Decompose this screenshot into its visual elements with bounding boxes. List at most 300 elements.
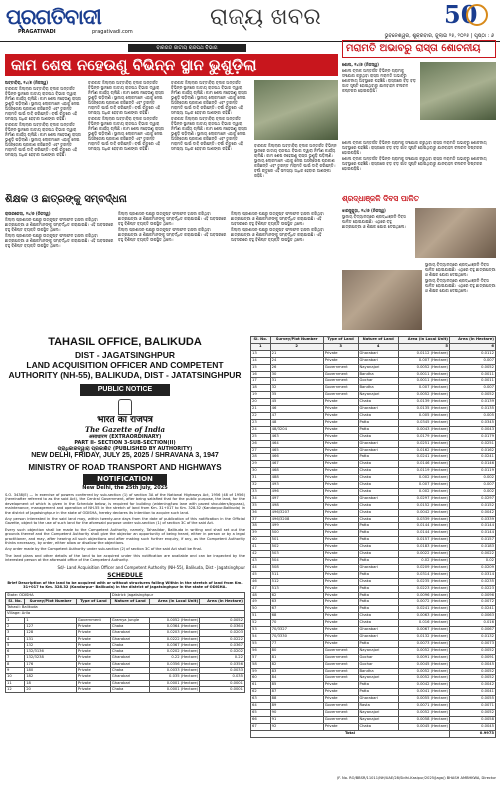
- table-cell-1: 88: [270, 696, 323, 703]
- table-cell-4: 0.0367 (Hectare): [150, 642, 200, 648]
- table-cell-3: Bandha: [358, 385, 398, 392]
- table-cell-4: 0.0112 (Hectare): [398, 350, 449, 357]
- table-cell-2: Private: [323, 488, 358, 495]
- table-cell-5: 0.0339: [450, 516, 496, 523]
- table-cell-2: Private: [323, 406, 358, 413]
- table-row: [251, 530, 496, 537]
- table-cell-4: 0.0241 (Hectare): [398, 606, 449, 613]
- table-cell-3: Patta: [358, 454, 398, 461]
- table-cell-3: Chaka: [358, 723, 398, 730]
- table-cell-0: 56: [251, 647, 271, 654]
- table-cell-2: Private: [323, 585, 358, 592]
- table-cell-1: 45: [270, 399, 323, 406]
- right-col-index-1: 2: [270, 343, 323, 350]
- village-label: Village: Arila: [6, 611, 245, 617]
- story4-body: ଜିଲ୍ଲା ପ୍ରଶାସନ ପକ୍ଷରୁ ଉତ୍କୃଷ୍ଟ ଫଳାଫଳ ହାସଲ କରିଥିବା ଛାତ୍ରଛାତ୍ରୀ ଓ ଶିକ୍ଷକମାନଙ୍କୁ ସମ୍ବର୍ଦ୍ଧିତ କରାଯାଇଛି। ଏହି ଅବସରରେ ବହୁ ବିଶିଷ୍ଟ ବ୍ୟକ୍ତି ଉପସ୍ଥିତ ଥିଲେ।: [5, 217, 114, 232]
- table-cell-2: Government: [323, 378, 358, 385]
- story4-photo[interactable]: [342, 270, 422, 330]
- table-cell-1: 82: [270, 661, 323, 668]
- table-row: [251, 716, 496, 723]
- table-cell-0: 6: [6, 649, 25, 655]
- table-cell-2: Private: [323, 544, 358, 551]
- table-cell-5: 0.0067: [450, 627, 496, 634]
- table-cell-3: Patta: [358, 585, 398, 592]
- table-cell-0: 22: [251, 412, 271, 419]
- table-cell-4: 0.0364 (Hectare): [150, 623, 200, 629]
- table-cell-5: 0.0152: [450, 502, 496, 509]
- story1-body-cont: ବାରଗଡ ଜିଲ୍ଲାର ଅଟ୍ଟାବିରା ବ୍ଲକ ଅନ୍ତର୍ଗତ ବିଭିନ୍ନ ସ୍ଥାନରେ ଜାତୀୟ ରାଜପଥ ବିଭାଗ ଦ୍ୱାରା ନିର୍ମାଣ କାର୍ଯ୍ୟ ଚାଲିଛି। କାମ ଶେଷ ନହେଉଣୁ ରାସ୍ତା ଭୁଶୁଡ଼ି ପଡ଼ିଲାଣି। ସ୍ଥାନୀୟ ଲୋକମାନେ ଏହାକୁ ନେଇ ଅସନ୍ତୋଷ ପ୍ରକାଶ କରିଛନ୍ତି ଏବଂ ତୁରନ୍ତ ମରାମତି ପାଇଁ ଦାବି କରିଛନ୍ତି। ବର୍ଷା ଋତୁରେ ଏହି ସମସ୍ୟା ଅଧିକ ହେବାର ଆଶଙ୍କା ରହିଛି।: [5, 122, 81, 157]
- table-cell-1: 496/3207: [270, 509, 323, 516]
- table-cell-3: Patta: [358, 640, 398, 647]
- table-cell-0: 52: [251, 620, 271, 627]
- table-row: [251, 392, 496, 399]
- table-cell-1: 465: [270, 447, 323, 454]
- table-cell-0: 67: [251, 723, 271, 730]
- table-cell-0: 15: [251, 364, 271, 371]
- table-cell-1: 21: [270, 350, 323, 357]
- story1-body-col2b: ବାରଗଡ ଜିଲ୍ଲାର ଅଟ୍ଟାବିରା ବ୍ଲକ ଅନ୍ତର୍ଗତ ବିଭିନ୍ନ ସ୍ଥାନରେ ଜାତୀୟ ରାଜପଥ ବିଭାଗ ଦ୍ୱାରା ନିର୍ମାଣ କାର୍ଯ୍ୟ ଚାଲିଛି। କାମ ଶେଷ ନହେଉଣୁ ରାସ୍ତା ଭୁଶୁଡ଼ି ପଡ଼ିଲାଣି। ସ୍ଥାନୀୟ ଲୋକମାନେ ଏହାକୁ ନେଇ ଅସନ୍ତୋଷ ପ୍ରକାଶ କରିଛନ୍ତି ଏବଂ ତୁରନ୍ତ ମରାମତି ପାଇଁ ଦାବି କରିଛନ୍ତି। ବର୍ଷା ଋତୁରେ ଏହି ସମସ୍ୟା ଅଧିକ ହେବାର ଆଶଙ୍କା ରହିଛି।: [88, 116, 164, 151]
- table-cell-4: 0.0132 (Hectare): [398, 633, 449, 640]
- table-cell-1: 83: [270, 668, 323, 675]
- table-cell-4: 0.0144 (Hectare): [398, 530, 449, 537]
- story1-body-col3: ବାରଗଡ ଜିଲ୍ଲାର ଅଟ୍ଟାବିରା ବ୍ଲକ ଅନ୍ତର୍ଗତ ବିଭିନ୍ନ ସ୍ଥାନରେ ଜାତୀୟ ରାଜପଥ ବିଭାଗ ଦ୍ୱାରା ନିର୍ମାଣ କାର୍ଯ୍ୟ ଚାଲିଛି। କାମ ଶେଷ ନହେଉଣୁ ରାସ୍ତା ଭୁଶୁଡ଼ି ପଡ଼ିଲାଣି। ସ୍ଥାନୀୟ ଲୋକମାନେ ଏହାକୁ ନେଇ ଅସନ୍ତୋଷ ପ୍ରକାଶ କରିଛନ୍ତି ଏବଂ ତୁରନ୍ତ ମରାମତି ପାଇଁ ଦାବି କରିଛନ୍ତି। ବର୍ଷା ଋତୁରେ ଏହି ସମସ୍ୟା ଅଧିକ ହେବାର ଆଶଙ୍କା ରହିଛି।: [171, 80, 247, 115]
- table-cell-1: 508: [270, 564, 323, 571]
- table-row: [251, 592, 496, 599]
- table-cell-4: 0.0241 (Hectare): [398, 454, 449, 461]
- table-cell-3: Gharabari: [110, 630, 149, 636]
- table-cell-0: 35: [251, 502, 271, 509]
- table-row: [251, 537, 496, 544]
- table-cell-2: Private: [323, 454, 358, 461]
- table-cell-2: Private: [323, 599, 358, 606]
- table-cell-5: 0.0203: [200, 630, 245, 636]
- table-row: [251, 709, 496, 716]
- table-cell-1: 48/3204: [270, 426, 323, 433]
- table-cell-0: 50: [251, 606, 271, 613]
- story1-photo[interactable]: [254, 80, 338, 140]
- notice-authority: LAND ACQUISITION OFFICER AND COMPETENT AUTHORITY (NH-55), BALIKUDA, DIST - JATATSINGHPUR: [8, 360, 242, 380]
- right-table-header: [251, 337, 496, 344]
- right-schedule: [250, 336, 496, 738]
- table-row: [251, 551, 496, 558]
- table-cell-0: 18: [251, 385, 271, 392]
- table-cell-0: 34: [251, 495, 271, 502]
- table-row: [251, 689, 496, 696]
- table-cell-5: 0.0091: [450, 654, 496, 661]
- table-cell-0: 46: [251, 578, 271, 585]
- story3-col1: [342, 208, 412, 268]
- table-cell-2: Private: [76, 623, 110, 629]
- table-cell-1: 48: [270, 419, 323, 426]
- table-cell-0: 41: [251, 544, 271, 551]
- table-cell-5: 0.0011: [450, 371, 496, 378]
- table-cell-2: Private: [323, 350, 358, 357]
- table-cell-0: 36: [251, 509, 271, 516]
- table-cell-4: 0.0052 (Hectare): [150, 617, 200, 623]
- story1-col4: [254, 143, 338, 190]
- table-cell-0: 55: [251, 640, 271, 647]
- table-cell-4: 0.0146 (Hectare): [398, 461, 449, 468]
- table-cell-3: Patta: [358, 592, 398, 599]
- table-row: [251, 454, 496, 461]
- story3-body: ସ୍ଥାନୀୟ ବିଦ୍ୟାଳୟରେ ଶ୍ରଦ୍ଧାଞ୍ଜଳି ଦିବସ ପାଳିତ ହୋଇଯାଇଛି। ଏଥିରେ ବହୁ ଛାତ୍ରଛାତ୍ରୀ ଓ ଶିକ୍ଷକ ଯୋଗ ଦେଇଥିଲେ।: [342, 214, 407, 229]
- table-cell-3: Patta: [358, 523, 398, 530]
- table-cell-4: 0.0152 (Hectare): [398, 502, 449, 509]
- table-cell-2: Government: [76, 617, 110, 623]
- table-cell-1: 70/3330: [270, 633, 323, 640]
- table-cell-1: 62: [270, 592, 323, 599]
- table-cell-5: 0.0241: [450, 454, 496, 461]
- left-col-header-3: Nature of Land: [110, 598, 149, 604]
- table-cell-3: Chaka: [110, 623, 149, 629]
- table-cell-1: 497: [270, 495, 323, 502]
- table-cell-0: 25: [251, 433, 271, 440]
- table-cell-3: Patta: [358, 682, 398, 689]
- table-cell-2: Private: [323, 723, 358, 730]
- right-col-index-2: 3: [323, 343, 358, 350]
- table-cell-5: 0.0356: [200, 661, 245, 667]
- story1-body-col4: ବାରଗଡ ଜିଲ୍ଲାର ଅଟ୍ଟାବିରା ବ୍ଲକ ଅନ୍ତର୍ଗତ ବିଭିନ୍ନ ସ୍ଥାନରେ ଜାତୀୟ ରାଜପଥ ବିଭାଗ ଦ୍ୱାରା ନିର୍ମାଣ କାର୍ଯ୍ୟ ଚାଲିଛି। କାମ ଶେଷ ନହେଉଣୁ ରାସ୍ତା ଭୁଶୁଡ଼ି ପଡ଼ିଲାଣି। ସ୍ଥାନୀୟ ଲୋକମାନେ ଏହାକୁ ନେଇ ଅସନ୍ତୋଷ ପ୍ରକାଶ କରିଛନ୍ତି ଏବଂ ତୁରନ୍ତ ମରାମତି ପାଇଁ ଦାବି କରିଛନ୍ତି। ବର୍ଷା ଋତୁରେ ଏହି ସମସ୍ୟା ଅଧିକ ହେବାର ଆଶଙ୍କା ରହିଛି।: [254, 143, 337, 178]
- table-cell-2: Government: [323, 654, 358, 661]
- table-cell-1: 132/3136: [25, 649, 77, 655]
- table-cell-4: 0.0072 (Hectare): [398, 599, 449, 606]
- table-cell-2: Private: [323, 412, 358, 419]
- table-cell-3: Chaka: [358, 613, 398, 620]
- table-cell-1: 1: [25, 617, 77, 623]
- table-cell-0: 7: [6, 655, 25, 661]
- section-title: ରାଜ୍ୟ ଖବର: [210, 4, 321, 30]
- table-cell-5: 0.0042: [450, 509, 496, 516]
- table-cell-5: 0.0132: [450, 633, 496, 640]
- table-cell-2: Private: [323, 592, 358, 599]
- table-cell-4: 0.0052 (Hectare): [398, 668, 449, 675]
- table-cell-0: 44: [251, 564, 271, 571]
- table-row: [251, 627, 496, 634]
- story3-byline: ଝାରସୁଗୁଡ଼ା, ୨୪/୭ (ନିଜସ୍ୱ): [342, 208, 386, 213]
- table-row: [251, 613, 496, 620]
- story4-body-b: ଜିଲ୍ଲା ପ୍ରଶାସନ ପକ୍ଷରୁ ଉତ୍କୃଷ୍ଟ ଫଳାଫଳ ହାସଲ କରିଥିବା ଛାତ୍ରଛାତ୍ରୀ ଓ ଶିକ୍ଷକମାନଙ୍କୁ ସମ୍ବର୍ଦ୍ଧିତ କରାଯାଇଛି। ଏହି ଅବସରରେ ବହୁ ବିଶିଷ୍ଟ ବ୍ୟକ୍ତି ଉପସ୍ଥିତ ଥିଲେ।: [5, 233, 114, 248]
- state-label: State: ODISHA: [6, 592, 111, 598]
- table-cell-5: 0.0073: [450, 640, 496, 647]
- table-cell-2: Government: [323, 703, 358, 710]
- table-cell-3: Gharabari: [358, 350, 398, 357]
- table-cell-3: Chaka: [358, 509, 398, 516]
- ministry-name: MINISTRY OF ROAD TRANSPORT AND HIGHWAYS: [28, 463, 222, 472]
- table-cell-5: 0.0071: [450, 703, 496, 710]
- table-cell-3: Gharabari: [358, 696, 398, 703]
- table-cell-5: 0.016: [450, 620, 496, 627]
- table-cell-1: 67: [270, 606, 323, 613]
- table-cell-2: Private: [323, 551, 358, 558]
- table-cell-5: 0.0367: [200, 642, 245, 648]
- table-cell-1: 180: [25, 668, 77, 674]
- table-cell-3: Gramya Jungle: [110, 617, 149, 623]
- table-cell-0: 4: [6, 636, 25, 642]
- table-cell-5: 0.02: [450, 558, 496, 565]
- table-row: [251, 447, 496, 454]
- story4-col2: [118, 211, 228, 331]
- table-cell-2: Private: [323, 502, 358, 509]
- table-row: [251, 468, 496, 475]
- table-cell-5: 0.0235: [450, 578, 496, 585]
- table-cell-4: 0.0157 (Hectare): [398, 537, 449, 544]
- table-cell-2: Private: [76, 680, 110, 686]
- table-cell-5: 0.0179: [450, 433, 496, 440]
- table-cell-5: 0.0162: [450, 447, 496, 454]
- table-cell-2: Private: [323, 516, 358, 523]
- table-cell-5: 0.0033: [200, 668, 245, 674]
- table-cell-4: 0.0067 (Hectare): [398, 627, 449, 634]
- table-cell-3: Gharabari: [110, 655, 149, 661]
- table-cell-0: 29: [251, 461, 271, 468]
- table-cell-1: 132: [25, 642, 77, 648]
- table-cell-3: Chaka: [110, 686, 149, 692]
- table-cell-2: Private: [323, 523, 358, 530]
- table-cell-2: Private: [323, 440, 358, 447]
- table-cell-3: Gharabari: [358, 440, 398, 447]
- table-cell-3: Gharabari: [110, 661, 149, 667]
- table-cell-3: Nayanajori: [358, 392, 398, 399]
- table-row: [251, 599, 496, 606]
- table-row: [251, 364, 496, 371]
- public-notice: [5, 336, 245, 766]
- gazette-extraordinary: असाधारण (EXTRAORDINARY): [88, 434, 162, 440]
- table-cell-5: 0.0011: [450, 378, 496, 385]
- table-cell-3: Gharabari: [358, 447, 398, 454]
- table-cell-1: 466: [270, 454, 323, 461]
- table-cell-3: Gochar: [358, 378, 398, 385]
- table-cell-0: 32: [251, 482, 271, 489]
- table-cell-1: 503: [270, 551, 323, 558]
- table-cell-3: Patta: [358, 530, 398, 537]
- table-row: [251, 578, 496, 585]
- table-cell-0: 54: [251, 633, 271, 640]
- table-cell-2: Private: [323, 419, 358, 426]
- table-cell-5: 0.007: [450, 385, 496, 392]
- story2-body-cont: ଶୋଲ ବ୍ଲକ ଅନ୍ତର୍ଗତ ବିଭିନ୍ନ ଗ୍ରାମକୁ ସଂଯୋଗ କରୁଥିବା ରାସ୍ତା ମରାମତି ଅଭାବରୁ ଶୋଚନୀୟ ଅବସ୍ଥାରେ ପହଞ୍ଚିଛି। ରାସ୍ତାରେ ବଡ଼ ବଡ଼ ଗାତ ସୃଷ୍ଟି ହୋଇଥିବାରୁ ଯାନବାହନ ଚଳାଚଳ କଷ୍ଟକର ହୋଇପଡ଼ିଛି।: [342, 140, 487, 155]
- table-cell-5: 0.0058: [450, 716, 496, 723]
- table-row: [251, 633, 496, 640]
- table-cell-4: 0.0073 (Hectare): [398, 640, 449, 647]
- table-cell-2: Private: [76, 655, 110, 661]
- table-cell-3: Nayanajori: [358, 364, 398, 371]
- story1-body: ବାରଗଡ ଜିଲ୍ଲାର ଅଟ୍ଟାବିରା ବ୍ଲକ ଅନ୍ତର୍ଗତ ବିଭିନ୍ନ ସ୍ଥାନରେ ଜାତୀୟ ରାଜପଥ ବିଭାଗ ଦ୍ୱାରା ନିର୍ମାଣ କାର୍ଯ୍ୟ ଚାଲିଛି। କାମ ଶେଷ ନହେଉଣୁ ରାସ୍ତା ଭୁଶୁଡ଼ି ପଡ଼ିଲାଣି। ସ୍ଥାନୀୟ ଲୋକମାନେ ଏହାକୁ ନେଇ ଅସନ୍ତୋଷ ପ୍ରକାଶ କରିଛନ୍ତି ଏବଂ ତୁରନ୍ତ ମରାମତି ପାଇଁ ଦାବି କରିଛନ୍ତି। ବର୍ଷା ଋତୁରେ ଏହି ସମସ୍ୟା ଅଧିକ ହେବାର ଆଶଙ୍କା ରହିଛି।: [5, 86, 81, 121]
- table-cell-0: 63: [251, 696, 271, 703]
- table-cell-5: 0.007: [450, 482, 496, 489]
- table-row: [251, 558, 496, 565]
- table-cell-4: 0.0339 (Hectare): [398, 516, 449, 523]
- table-row: [251, 606, 496, 613]
- table-cell-5: 0.0055: [450, 696, 496, 703]
- table-cell-1: 493: [270, 482, 323, 489]
- table-cell-0: 2: [6, 623, 25, 629]
- district-label: District: Jagatsinghpur: [110, 592, 244, 598]
- table-cell-5: 0.0001: [200, 686, 245, 692]
- table-cell-5: 0.0052: [450, 364, 496, 371]
- table-cell-3: Chaka: [358, 488, 398, 495]
- table-row: [251, 406, 496, 413]
- story1-headline[interactable]: କାମ ଶେଷ ନହେଉଣୁ ବିଭିନ୍ନ ସ୍ଥାନ ଭୁଶୁଡ଼ିଲା: [5, 54, 338, 76]
- table-cell-4: 0.035 (Hectare): [150, 674, 200, 680]
- anniversary-badge: [444, 2, 494, 32]
- right-schedule-table: [250, 336, 496, 738]
- table-cell-4: 0.02 (Hectare): [398, 558, 449, 565]
- table-cell-2: Government: [323, 661, 358, 668]
- table-cell-3: Chaka: [110, 668, 149, 674]
- table-cell-2: Private: [76, 630, 110, 636]
- table-cell-2: Government: [323, 364, 358, 371]
- table-cell-0: 3: [6, 630, 25, 636]
- table-cell-4: 0.0058 (Hectare): [398, 716, 449, 723]
- story4-col3: [231, 211, 338, 331]
- table-cell-3: Patta: [358, 599, 398, 606]
- table-cell-3: Patta: [358, 606, 398, 613]
- table-cell-3: Chaka: [358, 468, 398, 475]
- right-col-header-2: Type of Land: [323, 337, 358, 344]
- table-cell-0: 49: [251, 599, 271, 606]
- table-cell-2: Private: [323, 606, 358, 613]
- table-cell-1: 20: [25, 686, 77, 692]
- table-cell-0: 11: [6, 680, 25, 686]
- story2-headline[interactable]: ମରାମତି ଅଭାବରୁ ରାସ୍ତା ଶୋଚନୀୟ: [342, 40, 496, 58]
- left-col-header-1: Survey/Plot Number: [25, 598, 77, 604]
- table-cell-0: 48: [251, 592, 271, 599]
- badge-ring-icon: [466, 4, 488, 26]
- table-cell-4: 0.0162 (Hectare): [398, 447, 449, 454]
- table-cell-0: 8: [6, 661, 25, 667]
- table-cell-5: 0.0045: [450, 661, 496, 668]
- table-cell-5: 0.0041: [450, 689, 496, 696]
- table-cell-1: 468: [270, 468, 323, 475]
- table-cell-3: Gochar: [358, 661, 398, 668]
- table-cell-0: 16: [251, 371, 271, 378]
- table-cell-1: 24: [270, 357, 323, 364]
- table-cell-3: Chaka: [358, 412, 398, 419]
- table-row: [6, 686, 245, 692]
- story2-photo[interactable]: [420, 62, 496, 120]
- table-cell-3: Chaka: [358, 502, 398, 509]
- table-cell-5: 0.002: [450, 475, 496, 482]
- table-cell-3: Chaka: [358, 578, 398, 585]
- table-cell-1: 80: [270, 647, 323, 654]
- public-notice-label: PUBLIC NOTICE: [80, 384, 170, 396]
- table-cell-4: 0.005 (Hectare): [398, 412, 449, 419]
- table-cell-3: Gharabari: [358, 564, 398, 571]
- table-cell-2: Government: [323, 647, 358, 654]
- table-cell-0: 20: [251, 399, 271, 406]
- table-cell-3: Chaka: [110, 642, 149, 648]
- table-cell-5: 0.0045: [450, 723, 496, 730]
- table-cell-3: Gharabari: [358, 495, 398, 502]
- left-col-header-0: Sl. No.: [6, 598, 25, 604]
- notice-dist: DIST - JAGATSINGHPUR: [75, 350, 175, 360]
- table-cell-1: 132/3238: [25, 655, 77, 661]
- table-cell-3: Gharabari: [110, 674, 149, 680]
- table-cell-5: 0.0314: [450, 571, 496, 578]
- table-cell-1: 30: [270, 371, 323, 378]
- table-cell-0: 51: [251, 613, 271, 620]
- table-cell-2: Private: [323, 461, 358, 468]
- table-cell-5: 0.0042: [450, 682, 496, 689]
- table-cell-0: 5: [6, 642, 25, 648]
- story1-col2: [88, 80, 168, 190]
- table-cell-2: Private: [323, 564, 358, 571]
- brand-site: pragativadi.com: [92, 29, 133, 35]
- table-cell-1: 496/3208: [270, 516, 323, 523]
- table-cell-5: 0.007: [450, 357, 496, 364]
- table-cell-2: Private: [76, 661, 110, 667]
- table-row: [251, 440, 496, 447]
- table-cell-1: 467: [270, 461, 323, 468]
- table-cell-2: Private: [76, 649, 110, 655]
- table-cell-1: 176: [25, 661, 77, 667]
- table-cell-4: 0.0043 (Hectare): [398, 426, 449, 433]
- table-cell-2: Private: [323, 495, 358, 502]
- table-cell-0: 58: [251, 661, 271, 668]
- story4-headline[interactable]: ଶିକ୍ଷକ ଓ ଛାତ୍ରଙ୍କୁ ସମ୍ବର୍ଦ୍ଧନା: [5, 194, 127, 205]
- notice-footer: (F. No. RO/BBSR/11011/NH/UAE/28/Sidhi-Kasipur/2025/Jaga/) BHASH AMBHKWA, Director: [336, 776, 496, 780]
- total-row: [251, 730, 496, 737]
- table-cell-2: Private: [323, 399, 358, 406]
- table-cell-1: 498: [270, 502, 323, 509]
- table-cell-5: 0.0139: [450, 399, 496, 406]
- table-cell-1: 501: [270, 537, 323, 544]
- table-cell-5: 0.0222: [200, 636, 245, 642]
- table-cell-2: Government: [323, 392, 358, 399]
- table-cell-0: 43: [251, 558, 271, 565]
- table-row: [251, 495, 496, 502]
- table-cell-0: 62: [251, 689, 271, 696]
- table-cell-3: Chaka: [358, 544, 398, 551]
- table-cell-0: 30: [251, 468, 271, 475]
- table-row: [251, 502, 496, 509]
- table-cell-2: Private: [323, 620, 358, 627]
- table-cell-5: 0.0052: [450, 647, 496, 654]
- table-cell-1: 89: [270, 703, 323, 710]
- table-cell-0: 60: [251, 675, 271, 682]
- story3-photo[interactable]: [415, 208, 496, 258]
- table-cell-4: 0.22 (Hectare): [150, 655, 200, 661]
- table-cell-3: Bandha: [358, 371, 398, 378]
- table-cell-2: Government: [323, 716, 358, 723]
- table-cell-1: 92: [270, 723, 323, 730]
- story3-headline[interactable]: ଶ୍ରଦ୍ଧାଞ୍ଜଳି ଦିବସ ପାଳିତ: [342, 194, 419, 203]
- table-cell-1: 84: [270, 675, 323, 682]
- gazette-published: ପ୍ରାଧିକାରଦ୍ୱାରା ପ୍ରକାଶିତ (PUBLISHED BY AUTHORITY): [57, 446, 193, 452]
- story4-body-col3: ଜିଲ୍ଲା ପ୍ରଶାସନ ପକ୍ଷରୁ ଉତ୍କୃଷ୍ଟ ଫଳାଫଳ ହାସଲ କରିଥିବା ଛାତ୍ରଛାତ୍ରୀ ଓ ଶିକ୍ଷକମାନଙ୍କୁ ସମ୍ବର୍ଦ୍ଧିତ କରାଯାଇଛି। ଏହି ଅବସରରେ ବହୁ ବିଶିଷ୍ଟ ବ୍ୟକ୍ତି ଉପସ୍ଥିତ ଥିଲେ।: [231, 211, 324, 226]
- brand-logo[interactable]: [6, 4, 154, 30]
- total-value: 0.9973: [450, 730, 496, 737]
- table-cell-3: Chaka: [358, 516, 398, 523]
- notice-para-3: Every such objection shall be made to the Competent Authority, namely, Tahasildar, Balikuda in writing and shall set out the grounds thereof and the Competent Authority shall give the objector an opportunity of being heard, either in person or by a legal practitioner, and may, after hearing all such objections and after making such further enquiry, if any, as the Competent Authority thinks necessary, by order, either allow or disallow the objections.: [5, 527, 245, 546]
- table-cell-4: 0.0001 (Hectare): [150, 686, 200, 692]
- table-row: [251, 378, 496, 385]
- table-cell-5: 0.0001: [200, 680, 245, 686]
- story3-body-cont2: ସ୍ଥାନୀୟ ବିଦ୍ୟାଳୟରେ ଶ୍ରଦ୍ଧାଞ୍ଜଳି ଦିବସ ପାଳିତ ହୋଇଯାଇଛି। ଏଥିରେ ବହୁ ଛାତ୍ରଛାତ୍ରୀ ଓ ଶିକ୍ଷକ ଯୋଗ ଦେଇଥିଲେ।: [425, 278, 496, 293]
- table-cell-4: 0.0203 (Hectare): [150, 630, 200, 636]
- table-cell-2: Private: [323, 482, 358, 489]
- story3-body-cont: ସ୍ଥାନୀୟ ବିଦ୍ୟାଳୟରେ ଶ୍ରଦ୍ଧାଞ୍ଜଳି ଦିବସ ପାଳିତ ହୋଇଯାଇଛି। ଏଥିରେ ବହୁ ଛାତ୍ରଛାତ୍ରୀ ଓ ଶିକ୍ଷକ ଯୋଗ ଦେଇଥିଲେ।: [425, 262, 496, 277]
- table-cell-0: 10: [6, 674, 25, 680]
- table-row: [251, 412, 496, 419]
- table-cell-2: Private: [76, 668, 110, 674]
- table-cell-5: 0.0022: [450, 551, 496, 558]
- notice-office: TAHASIL OFFICE, BALIKUDA: [48, 336, 202, 348]
- table-cell-2: Private: [323, 571, 358, 578]
- table-cell-1: 68: [270, 613, 323, 620]
- table-cell-3: Rasta: [358, 703, 398, 710]
- table-cell-1: 35: [270, 392, 323, 399]
